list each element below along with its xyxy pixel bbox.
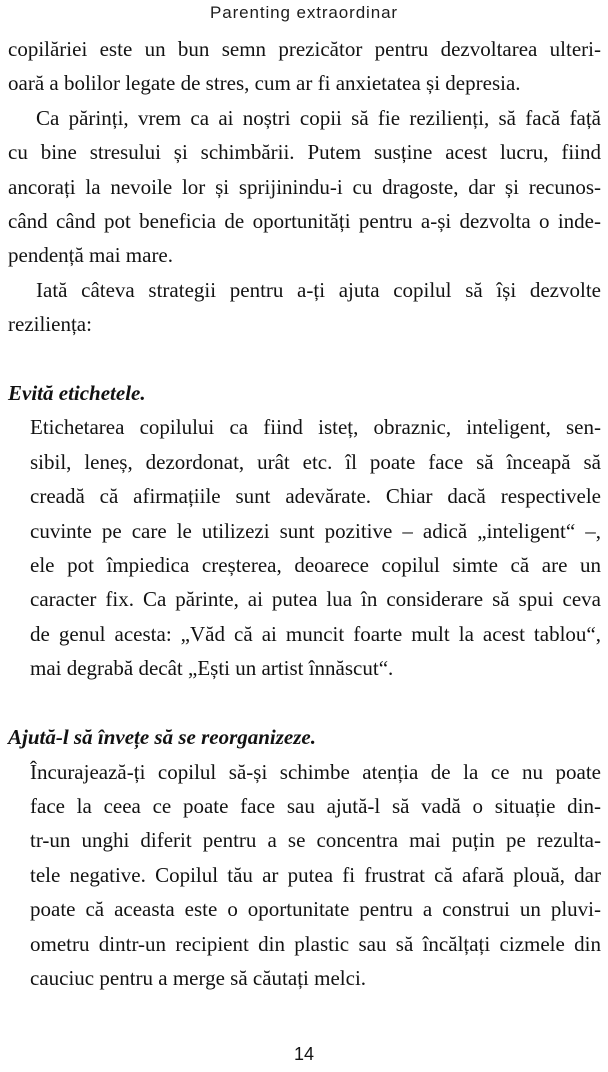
text-line: Iată câteva strategii pentru a-ți ajuta copilul să își dezvolte (36, 277, 601, 302)
text-line: poate că aceasta este o oportunitate pentru a construi un pluvi- (30, 897, 601, 922)
paragraph-reframe (30, 755, 601, 996)
text-line: tele negative. Copilul tău ar putea fi frustrat că afară plouă, dar (30, 862, 601, 887)
text-line: sibil, leneș, dezordonat, urât etc. îl poate face să înceapă să (30, 449, 601, 474)
text-line: de genul acesta: „Văd că ai muncit foarte mult la acest tablou“, (30, 621, 601, 646)
text-line: pendență mai mare. (8, 243, 174, 268)
text-line: ele pot împiedica creșterea, deoarece copilul simte că are un (30, 553, 601, 578)
text-line: mai degrabă decât „Ești un artist înnăscut“. (30, 656, 394, 681)
heading-ajuta-l-sa-invete: Ajută-l să învețe să se reorganizeze. (8, 725, 316, 750)
text-line: cu bine stresului și schimbării. Putem susține acest lucru, fiind (8, 140, 601, 165)
text-line: ancorați la nevoile lor și sprijinindu-i cu dragoste, dar și recunos- (8, 174, 601, 199)
running-header: Parenting extraordinar (209, 3, 398, 22)
text-line: Încurajează-ți copilul să-și schimbe atenția de la ce nu poate (30, 759, 601, 784)
text-line: ometru dintr-un recipient din plastic sau să încălțați cizmele din (30, 931, 601, 956)
text-line: când când pot beneficia de oportunități pentru a-și dezvolta o inde- (8, 209, 601, 234)
text-line: caracter fix. Ca părinte, ai putea lua în considerare să spui ceva (30, 587, 601, 612)
text-line: copilăriei este un bun semn prezicător pentru dezvoltarea ulteri- (8, 37, 601, 61)
page-body (8, 32, 601, 995)
text-line: tr-un unghi diferit pentru a se concentra mai puțin pe rezulta- (30, 828, 601, 853)
paragraph-continuation (8, 32, 601, 101)
paragraph-strategies-intro (8, 273, 601, 342)
text-line: Etichetarea copilului ca fiind isteț, obraznic, inteligent, sen- (30, 415, 601, 440)
text-line: cuvinte pe care le utilizezi sunt pozitive – adică „inteligent“ –, (30, 518, 601, 543)
paragraph-resilience (8, 101, 601, 273)
page-number: 14 (293, 1044, 315, 1064)
text-line: face la ceea ce poate face sau ajută-l să vadă o situație din- (30, 793, 601, 818)
text-line: cauciuc pentru a merge să căutați melci. (30, 965, 367, 990)
text-line: oară a bolilor legate de stres, cum ar fi anxietatea și depresia. (8, 71, 521, 96)
text-line: Ca părinți, vrem ca ai noștri copii să fie rezilienți, să facă față (36, 105, 601, 130)
paragraph-labels (30, 410, 601, 685)
text-line: creadă că afirmațiile sunt adevărate. Chiar dacă respectivele (30, 484, 601, 509)
text-line: reziliența: (8, 312, 92, 337)
heading-evita-etichetele: Evită etichetele. (8, 381, 146, 406)
